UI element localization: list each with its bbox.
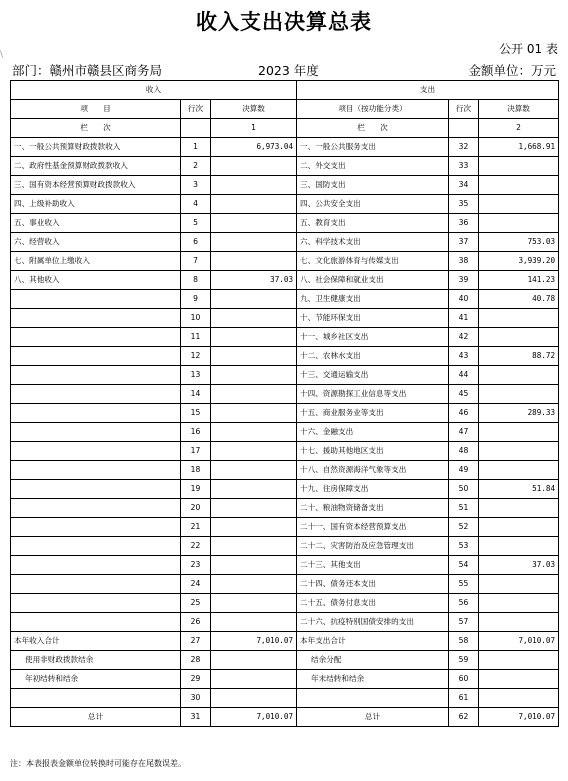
expense-line: 57 — [449, 613, 479, 632]
expense-amount: 3,939.20 — [479, 252, 559, 271]
expense-line: 60 — [449, 670, 479, 689]
table-row — [11, 556, 559, 575]
expense-line: 33 — [449, 157, 479, 176]
income-item: 八、其他收入 — [11, 271, 181, 290]
table-row — [11, 347, 559, 366]
income-line: 30 — [181, 689, 211, 708]
income-line: 3 — [181, 176, 211, 195]
form-number: 公开 01 表 — [499, 42, 558, 56]
income-item: 四、上级补助收入 — [11, 195, 181, 214]
table-row — [11, 708, 559, 727]
income-line: 5 — [181, 214, 211, 233]
table-row — [11, 271, 559, 290]
table-row — [11, 176, 559, 195]
income-line: 18 — [181, 461, 211, 480]
expense-amount — [479, 366, 559, 385]
col-line: 行次 — [181, 100, 211, 119]
table-row — [11, 613, 559, 632]
income-item: 三、国有资本经营预算财政拨款收入 — [11, 176, 181, 195]
expense-item: 二十、粮油物资储备支出 — [297, 499, 449, 518]
income-line: 13 — [181, 366, 211, 385]
income-line: 23 — [181, 556, 211, 575]
expense-item: 八、社会保障和就业支出 — [297, 271, 449, 290]
income-amount — [211, 480, 297, 499]
income-amount — [211, 689, 297, 708]
expense-amount: 37.03 — [479, 556, 559, 575]
income-amount — [211, 385, 297, 404]
income-item: 总计 — [11, 708, 181, 727]
income-item: 二、政府性基金预算财政拨款收入 — [11, 157, 181, 176]
table-row — [11, 328, 559, 347]
col-amount: 决算数 — [211, 100, 297, 119]
income-item — [11, 366, 181, 385]
expense-amount — [479, 537, 559, 556]
income-line: 28 — [181, 651, 211, 670]
income-amount — [211, 214, 297, 233]
lanci-left-num: 1 — [211, 119, 297, 138]
income-item — [11, 461, 181, 480]
expense-amount — [479, 575, 559, 594]
expense-amount — [479, 423, 559, 442]
expense-amount: 1,668.91 — [479, 138, 559, 157]
income-item — [11, 537, 181, 556]
expense-item: 二十五、债务付息支出 — [297, 594, 449, 613]
expense-item: 十三、交通运输支出 — [297, 366, 449, 385]
income-line: 27 — [181, 632, 211, 651]
expense-line: 37 — [449, 233, 479, 252]
income-line: 8 — [181, 271, 211, 290]
expense-line: 54 — [449, 556, 479, 575]
table-row — [11, 385, 559, 404]
expense-line: 42 — [449, 328, 479, 347]
table-row — [11, 537, 559, 556]
income-line: 16 — [181, 423, 211, 442]
income-item — [11, 423, 181, 442]
expense-line: 51 — [449, 499, 479, 518]
income-item — [11, 575, 181, 594]
income-item: 年初结转和结余 — [11, 670, 181, 689]
income-amount — [211, 670, 297, 689]
income-line: 26 — [181, 613, 211, 632]
income-amount — [211, 290, 297, 309]
expense-amount: 7,010.07 — [479, 708, 559, 727]
expense-amount — [479, 613, 559, 632]
income-item: 五、事业收入 — [11, 214, 181, 233]
income-amount: 7,010.07 — [211, 708, 297, 727]
income-item — [11, 594, 181, 613]
expense-line: 41 — [449, 309, 479, 328]
income-amount — [211, 176, 297, 195]
lanci-right: 栏 次 — [297, 119, 449, 138]
income-header: 收入 — [11, 81, 297, 100]
income-amount — [211, 575, 297, 594]
income-amount: 7,010.07 — [211, 632, 297, 651]
income-amount: 37.03 — [211, 271, 297, 290]
side-mark: \ — [0, 50, 4, 60]
table-row — [11, 252, 559, 271]
col-exp-item: 项目（按功能分类） — [297, 100, 449, 119]
column-header-row — [11, 100, 559, 119]
income-item — [11, 290, 181, 309]
table-row — [11, 290, 559, 309]
income-amount — [211, 404, 297, 423]
income-amount — [211, 423, 297, 442]
income-line: 20 — [181, 499, 211, 518]
expense-amount: 7,010.07 — [479, 632, 559, 651]
expense-line: 44 — [449, 366, 479, 385]
income-line: 2 — [181, 157, 211, 176]
expense-line: 36 — [449, 214, 479, 233]
expense-item: 十四、资源勘探工业信息等支出 — [297, 385, 449, 404]
expense-item: 总计 — [297, 708, 449, 727]
meta-line — [0, 61, 568, 79]
expense-item: 结余分配 — [297, 651, 449, 670]
table-row — [11, 423, 559, 442]
expense-line: 46 — [449, 404, 479, 423]
income-amount — [211, 556, 297, 575]
table-row — [11, 404, 559, 423]
income-amount — [211, 461, 297, 480]
expense-amount: 289.33 — [479, 404, 559, 423]
expense-amount: 141.23 — [479, 271, 559, 290]
expense-line: 48 — [449, 442, 479, 461]
expense-item: 十九、住房保障支出 — [297, 480, 449, 499]
income-amount — [211, 347, 297, 366]
table-row — [11, 233, 559, 252]
expense-line: 47 — [449, 423, 479, 442]
income-item — [11, 385, 181, 404]
income-item — [11, 499, 181, 518]
income-amount — [211, 651, 297, 670]
expense-line: 58 — [449, 632, 479, 651]
income-amount — [211, 233, 297, 252]
table-row — [11, 632, 559, 651]
col-exp-amount: 决算数 — [479, 100, 559, 119]
expense-item: 二、外交支出 — [297, 157, 449, 176]
income-item: 本年收入合计 — [11, 632, 181, 651]
expense-item: 二十六、抗疫特别国债安排的支出 — [297, 613, 449, 632]
expense-line: 49 — [449, 461, 479, 480]
income-item — [11, 556, 181, 575]
income-item — [11, 518, 181, 537]
expense-amount — [479, 594, 559, 613]
expense-line: 62 — [449, 708, 479, 727]
income-item: 使用非财政拨款结余 — [11, 651, 181, 670]
lanci-row — [11, 119, 559, 138]
expense-item: 六、科学技术支出 — [297, 233, 449, 252]
table-row — [11, 366, 559, 385]
expense-line: 50 — [449, 480, 479, 499]
expense-line: 61 — [449, 689, 479, 708]
income-item — [11, 404, 181, 423]
expense-line: 38 — [449, 252, 479, 271]
expense-item: 二十一、国有资本经营预算支出 — [297, 518, 449, 537]
income-line: 29 — [181, 670, 211, 689]
expense-item — [297, 689, 449, 708]
expense-line: 35 — [449, 195, 479, 214]
income-line: 1 — [181, 138, 211, 157]
income-line: 10 — [181, 309, 211, 328]
income-amount — [211, 537, 297, 556]
income-line: 17 — [181, 442, 211, 461]
income-amount — [211, 594, 297, 613]
expense-line: 43 — [449, 347, 479, 366]
expense-amount — [479, 689, 559, 708]
table-row — [11, 480, 559, 499]
income-line: 15 — [181, 404, 211, 423]
expense-item: 二十三、其他支出 — [297, 556, 449, 575]
lanci-left: 栏 次 — [11, 119, 181, 138]
expense-item: 十六、金融支出 — [297, 423, 449, 442]
income-item — [11, 442, 181, 461]
expense-amount — [479, 651, 559, 670]
table-row — [11, 157, 559, 176]
amount-unit: 金额单位：万元 — [468, 63, 556, 78]
expense-amount — [479, 385, 559, 404]
table-row — [11, 689, 559, 708]
income-item — [11, 613, 181, 632]
expense-amount — [479, 214, 559, 233]
income-item — [11, 309, 181, 328]
expense-item: 十二、农林水支出 — [297, 347, 449, 366]
expense-amount: 88.72 — [479, 347, 559, 366]
expense-amount — [479, 461, 559, 480]
income-amount: 6,973.04 — [211, 138, 297, 157]
col-exp-line: 行次 — [449, 100, 479, 119]
col-item: 项 目 — [11, 100, 181, 119]
income-amount — [211, 157, 297, 176]
expense-amount — [479, 309, 559, 328]
income-line: 11 — [181, 328, 211, 347]
income-item: 一、一般公共预算财政拨款收入 — [11, 138, 181, 157]
expense-line: 32 — [449, 138, 479, 157]
expense-amount — [479, 670, 559, 689]
section-header-row — [11, 81, 559, 100]
table-row — [11, 670, 559, 689]
expense-item: 四、公共安全支出 — [297, 195, 449, 214]
empty-cell — [449, 119, 479, 138]
table-row — [11, 461, 559, 480]
income-amount — [211, 309, 297, 328]
empty-cell — [181, 119, 211, 138]
expense-item: 九、卫生健康支出 — [297, 290, 449, 309]
expense-amount — [479, 442, 559, 461]
expense-item: 三、国防支出 — [297, 176, 449, 195]
expense-line: 53 — [449, 537, 479, 556]
table-row — [11, 518, 559, 537]
income-item — [11, 328, 181, 347]
income-line: 4 — [181, 195, 211, 214]
income-amount — [211, 518, 297, 537]
expense-amount: 40.78 — [479, 290, 559, 309]
expense-line: 55 — [449, 575, 479, 594]
expense-item: 十八、自然资源海洋气象等支出 — [297, 461, 449, 480]
summary-table — [10, 80, 559, 727]
income-item: 七、附属单位上缴收入 — [11, 252, 181, 271]
income-amount — [211, 613, 297, 632]
income-amount — [211, 328, 297, 347]
expense-amount: 51.84 — [479, 480, 559, 499]
income-line: 7 — [181, 252, 211, 271]
income-item: 六、经营收入 — [11, 233, 181, 252]
income-line: 25 — [181, 594, 211, 613]
table-row — [11, 499, 559, 518]
expense-amount — [479, 195, 559, 214]
expense-header: 支出 — [297, 81, 559, 100]
expense-line: 34 — [449, 176, 479, 195]
table-row — [11, 594, 559, 613]
income-line: 21 — [181, 518, 211, 537]
expense-line: 40 — [449, 290, 479, 309]
income-line: 24 — [181, 575, 211, 594]
expense-amount — [479, 499, 559, 518]
income-amount — [211, 366, 297, 385]
expense-item: 十七、援助其他地区支出 — [297, 442, 449, 461]
table-row — [11, 442, 559, 461]
income-item — [11, 347, 181, 366]
income-amount — [211, 195, 297, 214]
expense-item: 年末结转和结余 — [297, 670, 449, 689]
income-line: 22 — [181, 537, 211, 556]
expense-item: 十五、商业服务业等支出 — [297, 404, 449, 423]
expense-item: 二十二、灾害防治及应急管理支出 — [297, 537, 449, 556]
income-line: 31 — [181, 708, 211, 727]
table-row — [11, 214, 559, 233]
page-title: 收入支出决算总表 — [196, 10, 372, 34]
income-line: 12 — [181, 347, 211, 366]
expense-item: 五、教育支出 — [297, 214, 449, 233]
expense-amount: 753.03 — [479, 233, 559, 252]
table-row — [11, 309, 559, 328]
expense-line: 59 — [449, 651, 479, 670]
table-row — [11, 138, 559, 157]
expense-amount — [479, 157, 559, 176]
expense-line: 52 — [449, 518, 479, 537]
expense-line: 45 — [449, 385, 479, 404]
footnote: 注：本表报表金额单位转换时可能存在尾数误差。 — [10, 759, 186, 768]
income-line: 19 — [181, 480, 211, 499]
income-line: 9 — [181, 290, 211, 309]
table-row — [11, 575, 559, 594]
expense-item: 一、一般公共服务支出 — [297, 138, 449, 157]
table-row — [11, 195, 559, 214]
expense-line: 39 — [449, 271, 479, 290]
expense-item: 二十四、债务还本支出 — [297, 575, 449, 594]
table-row — [11, 651, 559, 670]
expense-line: 56 — [449, 594, 479, 613]
department-label: 部门：赣州市赣县区商务局 — [12, 63, 163, 78]
income-amount — [211, 252, 297, 271]
expense-item: 本年支出合计 — [297, 632, 449, 651]
fiscal-year: 2023 年度 — [258, 63, 319, 78]
income-line: 6 — [181, 233, 211, 252]
expense-item: 十、节能环保支出 — [297, 309, 449, 328]
income-line: 14 — [181, 385, 211, 404]
expense-item: 七、文化旅游体育与传媒支出 — [297, 252, 449, 271]
expense-item: 十一、城乡社区支出 — [297, 328, 449, 347]
expense-amount — [479, 176, 559, 195]
lanci-right-num: 2 — [479, 119, 559, 138]
expense-amount — [479, 328, 559, 347]
income-item — [11, 480, 181, 499]
income-amount — [211, 442, 297, 461]
income-amount — [211, 499, 297, 518]
income-item — [11, 689, 181, 708]
expense-amount — [479, 518, 559, 537]
